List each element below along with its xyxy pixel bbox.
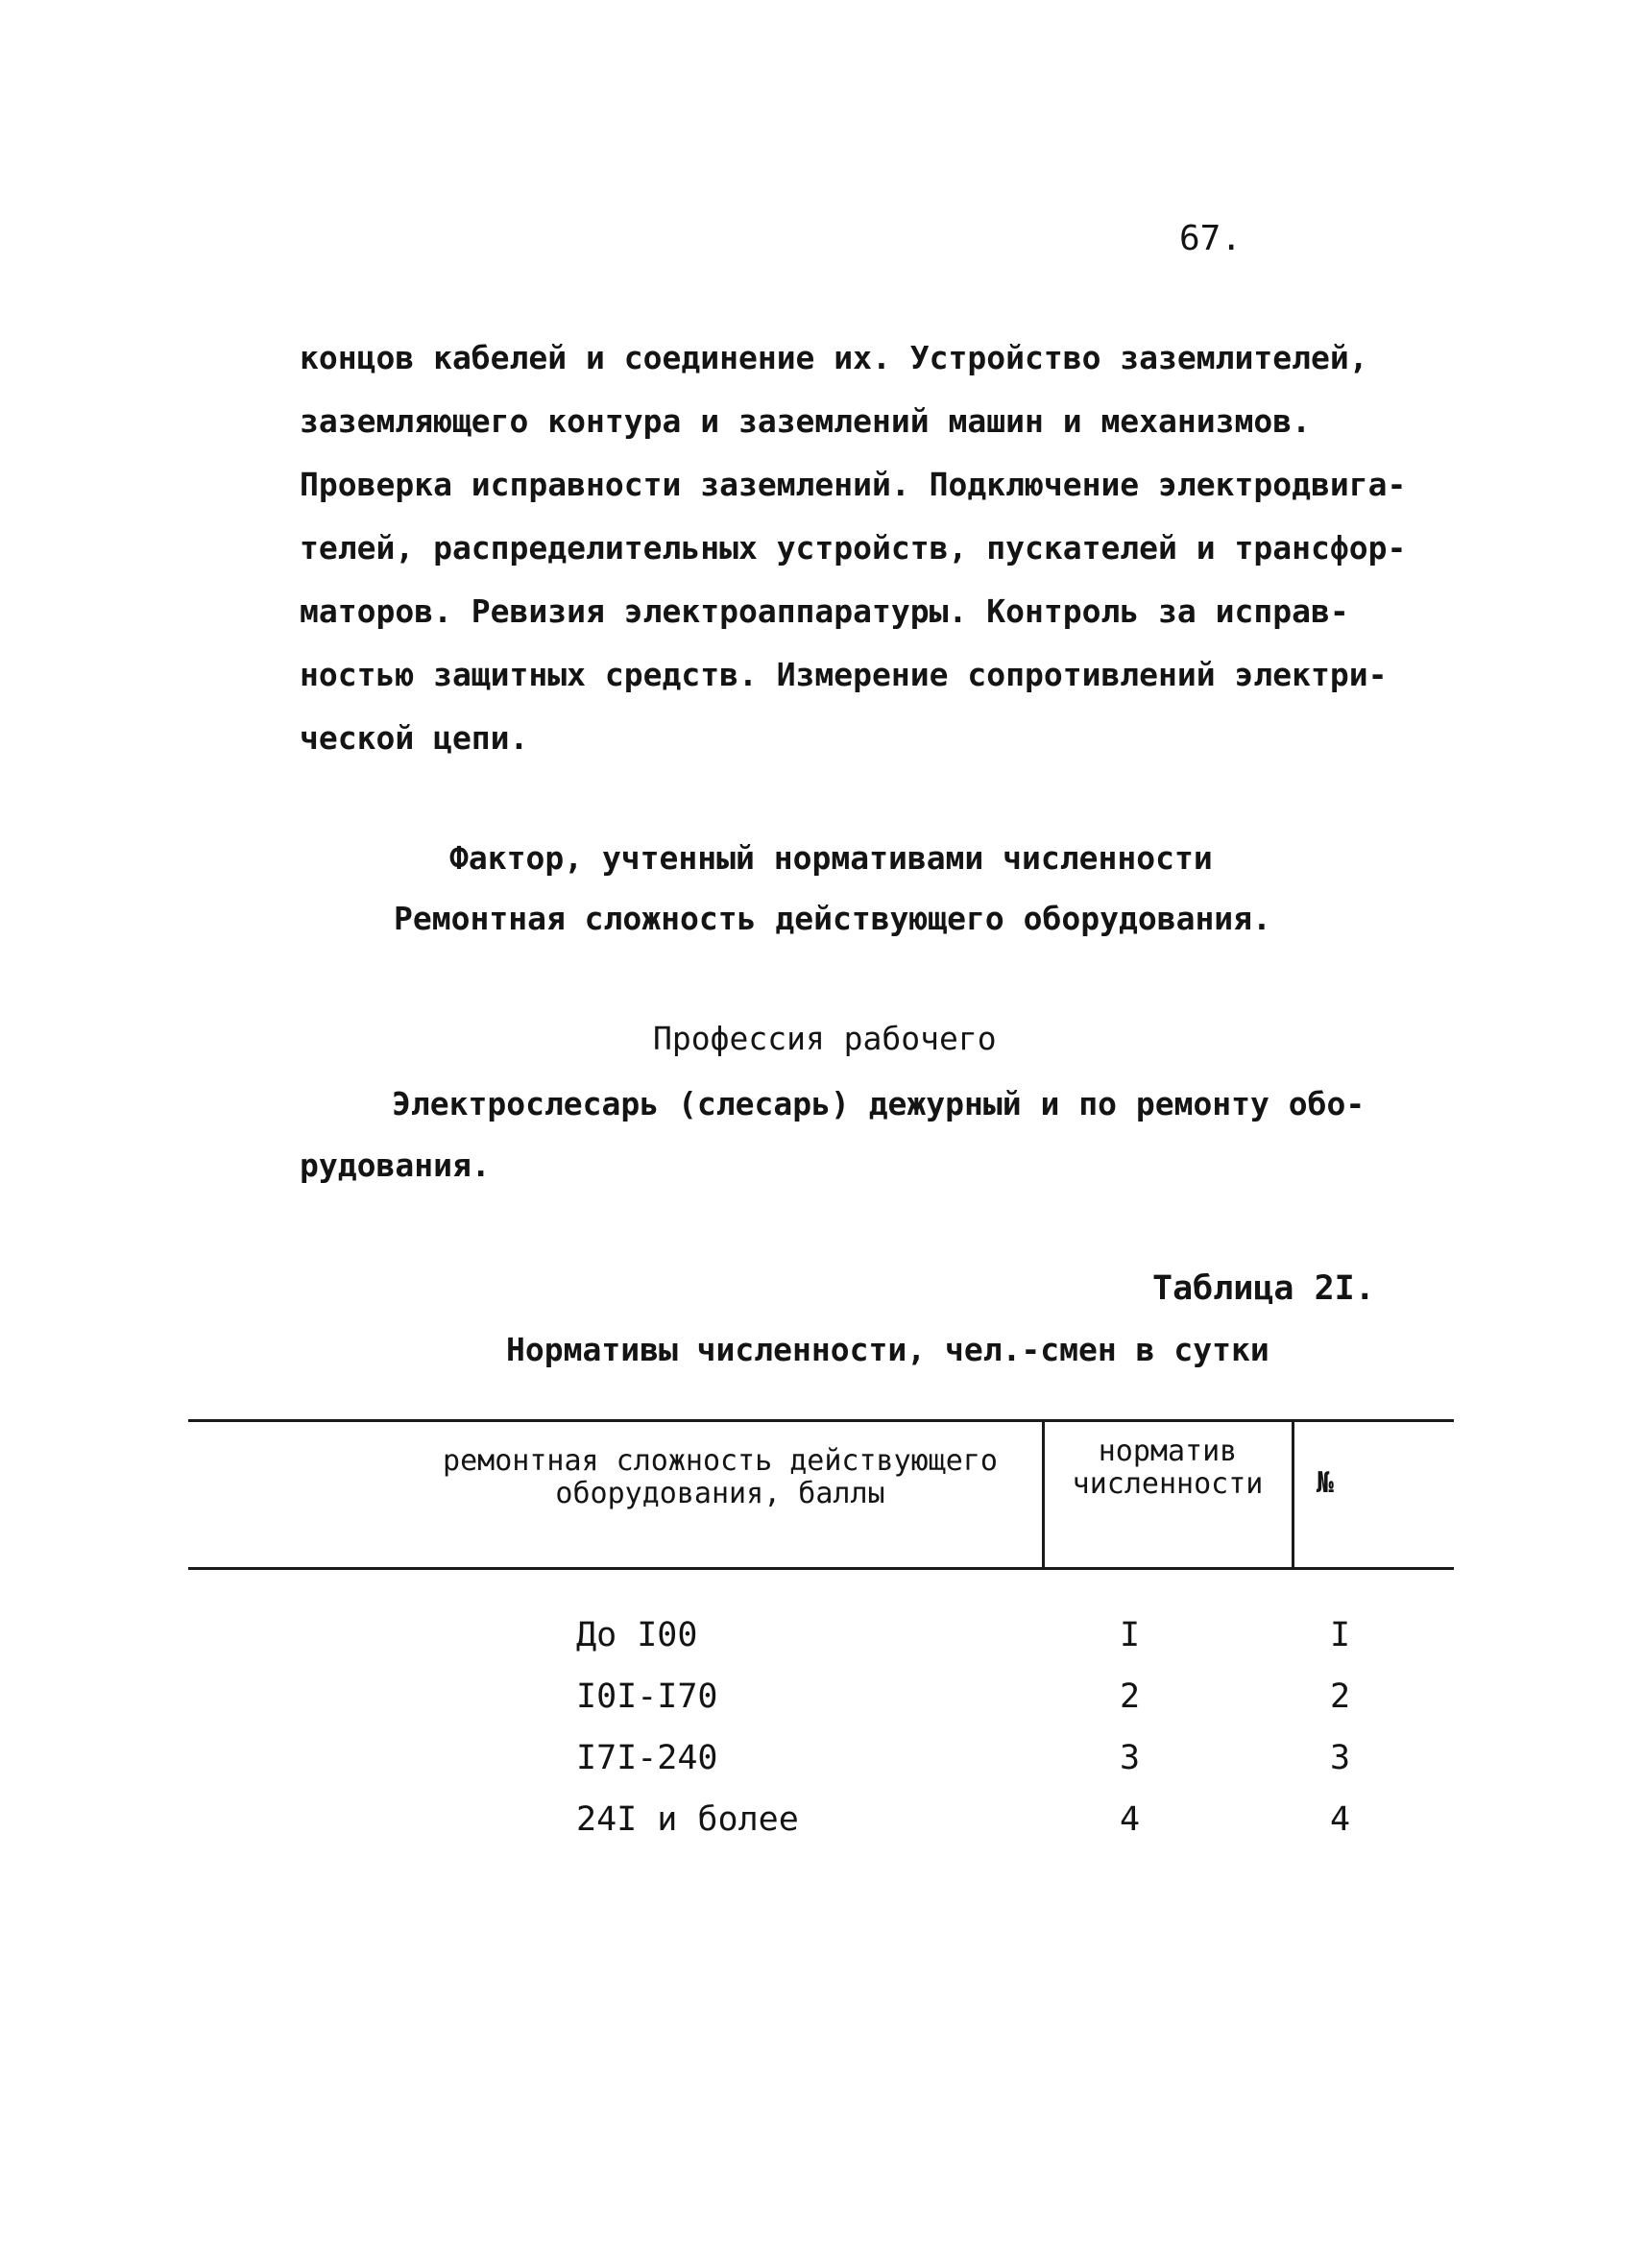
table-cell-range: I7I-240 <box>576 1739 718 1777</box>
table-title: Нормативы численности, чел.-смен в сутки <box>506 1331 1269 1368</box>
paragraph-line: концов кабелей и соединение их. Устройство заземлителей, <box>300 339 1368 376</box>
table-header-rule <box>188 1567 1454 1570</box>
table-cell-norm: 4 <box>1120 1800 1141 1839</box>
header-norm: норматив численности <box>1072 1435 1264 1501</box>
table-cell-norm: 3 <box>1120 1739 1141 1777</box>
table-cell-number: I <box>1330 1616 1351 1654</box>
paragraph-line: ческой цепи. <box>300 719 529 757</box>
header-number: № <box>1316 1466 1335 1500</box>
table-cell-number: 4 <box>1330 1800 1351 1839</box>
table-cell-norm: I <box>1120 1616 1141 1654</box>
paragraph-line: заземляющего контура и заземлений машин и механизмов. <box>300 402 1311 440</box>
table-cell-range: 24I и более <box>576 1800 799 1839</box>
profession-value-line1: Электрослесарь (слесарь) дежурный и по ремонту обо- <box>392 1085 1366 1122</box>
paragraph-line: телей, распределительных устройств, пускателей и трансфор- <box>300 529 1407 567</box>
body-paragraph <box>300 326 1442 770</box>
page-number: 67. <box>1179 219 1243 258</box>
factor-heading: Фактор, учтенный нормативами численности <box>449 839 1213 877</box>
table-column-divider <box>1292 1421 1294 1569</box>
profession-value-line2: рудования. <box>300 1146 491 1184</box>
table-cell-number: 2 <box>1330 1677 1351 1716</box>
table-cell-norm: 2 <box>1120 1677 1141 1716</box>
table-cell-range: I0I-I70 <box>576 1677 718 1716</box>
paragraph-line: Проверка исправности заземлений. Подключение электродвига- <box>300 466 1407 503</box>
paragraph-line: маторов. Ревизия электроаппаратуры. Контроль за исправ- <box>300 592 1349 630</box>
table-cell-range: До I00 <box>576 1616 698 1654</box>
factor-value: Ремонтная сложность действующего оборудования. <box>394 900 1271 937</box>
paragraph-line: ностью защитных средств. Измерение сопротивлений электри- <box>300 656 1388 693</box>
table-top-rule <box>188 1419 1454 1422</box>
profession-heading: Профессия рабочего <box>653 1020 997 1057</box>
table-cell-number: 3 <box>1330 1739 1351 1777</box>
header-complexity: ремонтная сложность действующего оборудования, баллы <box>443 1444 998 1510</box>
table-label: Таблица 2I. <box>1152 1269 1375 1308</box>
